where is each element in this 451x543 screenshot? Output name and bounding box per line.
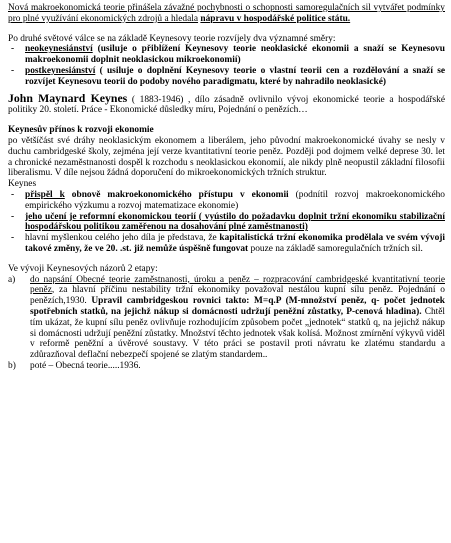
keynes-name: John Maynard Keynes	[8, 90, 128, 105]
stages-list	[8, 275, 445, 372]
keynes-label: Keynes	[8, 179, 37, 190]
intro-bold-tail: nápravu v hospodářské politice státu.	[200, 13, 351, 24]
stage-a-text1: , za hlavní příčinu nestability tržní ekonomiky považoval nestálou kupní sílu peněz. Pojednání o penězích,1930.	[30, 285, 445, 307]
direction-desc: ( usiluje o doplnění Keynesovy teorie o vlastní teorii cen a rozdělování a snaží se rozvíjet Keynesovu teorii do podoby nového paradigmatu, které by nahradilo neoklasické)	[25, 65, 445, 87]
point-reform-theory	[8, 212, 445, 234]
stages-intro: Ve vývoji Keynesových názorů 2 etapy:	[8, 263, 158, 274]
keynes-bio-text: ( 1883-1946) , dílo zásadně ovlivnilo vývoj ekonomické teorie a hospodářské politiky 20. století. Práce - Ekonomické důsledky míru, Pojednání o penězích…	[8, 94, 445, 116]
directions-list	[8, 44, 445, 87]
point-rest: pouze na základě samoregulačních tržních sil.	[248, 243, 423, 254]
direction-term: neokeynesiánství	[25, 44, 93, 55]
point-pre: hlavní myšlenkou celého jeho díla je představa, že	[25, 233, 220, 244]
stage-marker: b)	[8, 360, 16, 371]
direction-term: postkeynesiánství	[25, 65, 96, 76]
contribution-text: po většíčást své dráhy neoklasickým ekonomem a liberálem, jeho původní makroekonomické úvahy se nesly v duchu cambridgeské školy, zejména její verze kvantitativní teorie peněz. Později pod dojmem velké deprese 30. let a chronické nezaměstnanosti dospěl k rozchodu s neoklasickou ekonomií, ale nikdy plně neopustil základní filosofii liberalismu. V díle nejsou žádná doporučení do mikroekonomických tržních struktur.	[8, 135, 445, 179]
point-bold: kapitalistická tržní ekonomika prodělala ve svém vývoji takové změny, že ve 20. .st. již nemůže úspěšně fungovat	[25, 233, 445, 254]
point-underlined: přispěl k	[25, 189, 65, 200]
intro-text: Nová makroekonomická teorie přinášela závažné pochybnosti o schopnosti samoregulačních sil vytvářet podmínky pro plné využívání ekonomických zdrojů a hledala	[8, 3, 445, 24]
keynes-biography	[8, 92, 445, 117]
after-war-sentence: Po druhé světové válce se na základě Keynesovy teorie rozvíjely dva významné směry:	[8, 33, 336, 44]
stage-a-underlined: do napsání Obecné teorie zaměstnanosti, úroku a peněz – rozpracování cambridgeské kvantitativní teorie peněz	[30, 274, 445, 296]
stage-a	[8, 275, 445, 361]
stage-b	[8, 361, 445, 372]
contribution-heading: Keynesův přínos k rozvoji ekonomie	[8, 125, 154, 136]
point-underlined: jeho učení je reformní ekonomickou teorií	[25, 211, 196, 222]
intro-paragraph	[8, 3, 445, 25]
point-main-idea	[8, 233, 445, 255]
stage-a-text2: Chtěl tím ukázat, že kupní sílu peněz ovlivňuje rozhodujícím způsobem počet „jednotek“ statků q, na jejichž nákup si domácnosti udržují peněžní zůstatky. Množství těchto jednotek však kolísá. Možnost zmírnění výkyvů viděl v reformě peněžní a úvěrové soustavy. V této práci se postavil proti návratu ke zlatému standardu a zdůrazňoval deflační nebezpečí spojené se zlatým standardem..	[30, 306, 446, 361]
stage-a-equation: Upravil cambridgeskou rovnici takto: M=q.P (M-množství peněz, q- počet jednotek spotřebních statků, na jejichž nákup si domácnosti udržují peněžní zůstatky, P-cenová hladina).	[30, 296, 446, 317]
direction-neokeynesianism	[8, 44, 445, 66]
point-bold: ( vyústilo do požadavku doplnit tržní ekonomiku stabilizační hospodářskou politikou zaměřenou na dosahování plné zaměstnanosti)	[25, 211, 445, 233]
stage-b-text: poté – Obecná teorie.....1936.	[30, 360, 141, 371]
point-rest: (podnítil rozvoj makroekonomického empirického výzkumu a rozvoj matematizace ekonomie)	[25, 189, 445, 211]
keynes-points-list	[8, 190, 445, 255]
direction-desc: (usiluje o přiblížení Keynesovy teorie neoklasické ekonomii a snaží se Keynesovu makroekonomii doplnit neoklasickou mikroekonomií)	[25, 44, 445, 66]
stage-marker: a)	[8, 274, 16, 285]
direction-postkeynesianism	[8, 66, 445, 88]
point-bold: obnově makroekonomického přístupu v ekonomii	[71, 189, 289, 200]
point-macro-approach	[8, 190, 445, 212]
